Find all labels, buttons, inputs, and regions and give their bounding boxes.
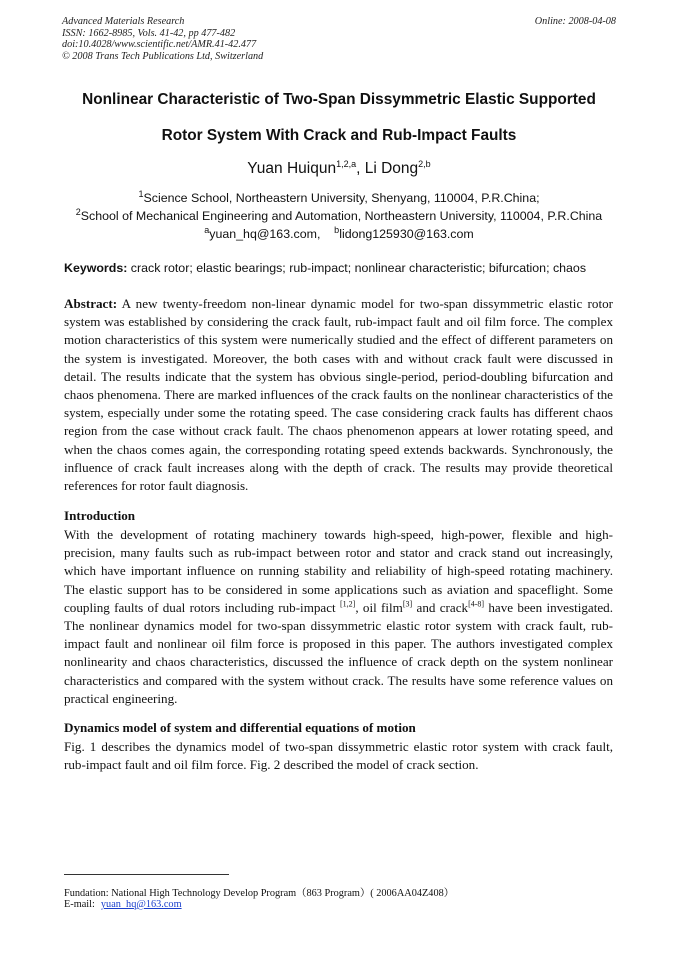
- journal-info: [62, 16, 616, 62]
- introduction-heading: Introduction: [64, 508, 136, 523]
- footnote-email: [64, 899, 182, 910]
- email-a-sup: a: [204, 225, 210, 235]
- author-1: Yuan Huiqun: [247, 160, 337, 178]
- abstract-label: Abstract:: [64, 296, 118, 311]
- keywords: [64, 261, 616, 275]
- affiliation-1-sup: 1: [138, 189, 144, 199]
- introduction-body: [64, 526, 613, 708]
- doi: doi:10.4028/www.scientific.net/AMR.41-42.477: [62, 39, 257, 50]
- author-separator: ,: [356, 160, 365, 178]
- affiliation-1-text: Science School, Northeastern University, Shenyang, 110004, P.R.China;: [143, 191, 540, 206]
- intro-text-1: With the development of rotating machinery towards high-speed, high-power, flexible and high-precision, many faults such as rub-impact between rotor and stator and crack stand out increasingly, which have important influence on running stability and reliability of high-speed rotating machinery. The elastic support has to be considered in some applications such as aviation and spaceflight. Some coupling faults of dual rotors including rub-impact: [64, 527, 613, 615]
- keywords-text: crack rotor; elastic bearings; rub-impact; nonlinear characteristic; bifurcation; chaos: [127, 261, 587, 275]
- intro-text-3: and crack: [412, 599, 469, 615]
- keywords-label: Keywords:: [64, 261, 128, 275]
- author-2: Li Dong: [364, 160, 419, 178]
- abstract-text: A new twenty-freedom non-linear dynamic model for two-span dissymmetric elastic rotor system was established by considering the crack fault, rub-impact fault and oil film force. The complex motion characteristics of this system were numerically studied and the effect of different parameters on the system is investigated. Moreover, the both cases with and without crack fault were discussed in detail. The results indicate that the system has obvious single-period, period-doubling bifurcation and chaos phenomena. There are marked influences of the crack faults on the nonlinear characteristics of the system, especially under some the rotating speed. The case considering crack faults has different chaos region from the case without crack fault. The chaos phenomenon appears at lower rotating speed, and when the chaos comes again, the corresponding rotating speed extends backwards. Synchronously, the influence of crack fault increases along with the depth of crack. The results may provide theoretical references for rotor fault diagnosis.: [64, 296, 613, 494]
- paper-title-line2: Rotor System With Crack and Rub-Impact Faults: [161, 127, 517, 144]
- affiliation-2-text: School of Mechanical Engineering and Automation, Northeastern University, 110004, P.R.China: [80, 209, 603, 224]
- footnote-divider: [64, 874, 229, 875]
- intro-text-2: , oil film: [355, 599, 403, 615]
- dynamics-heading: Dynamics model of system and differential equations of motion: [64, 720, 416, 735]
- dynamics-body: Fig. 1 describes the dynamics model of two-span dissymmetric elastic rotor system with crack fault, rub-impact fault and oil film force. Fig. 2 described the model of crack section.: [64, 739, 613, 773]
- online-date: Online: 2008-04-08: [534, 16, 616, 27]
- issn: ISSN: 1662-8985, Vols. 41-42, pp 477-482: [62, 27, 236, 39]
- email-b-sup: b: [334, 225, 340, 235]
- citation-1-2[interactable]: [1,2]: [340, 599, 356, 609]
- email-a[interactable]: yuan_hq@163.com,: [209, 227, 321, 242]
- journal-name: Advanced Materials Research: [62, 16, 185, 27]
- paper-title-line1: Nonlinear Characteristic of Two-Span Dissymmetric Elastic Supported: [82, 91, 596, 108]
- affiliation-2-sup: 2: [75, 207, 81, 217]
- citation-4-8[interactable]: [4-8]: [468, 599, 485, 609]
- footnote-funding: Fundation: National High Technology Develop Program（863 Program）( 2006AA04Z408）: [64, 888, 455, 899]
- author-emails: [0, 225, 678, 241]
- affiliation-1: [0, 189, 678, 205]
- intro-text-4: have been investigated. The nonlinear dynamics model for two-span dissymmetric elastic rotor system with crack fault, rub-impact fault and nonlinear oil film force is proposed in this paper. The authors investigated complex nonlinearity and chaos characteristics, discussed the influence of crack depth on the system nonlinear characteristics and compared with the system without crack. The results have some reference values on practical engineering.: [64, 599, 613, 706]
- email-b[interactable]: lidong125930@163.com: [339, 227, 474, 242]
- affiliation-2: [0, 207, 678, 223]
- citation-3[interactable]: [3]: [402, 599, 413, 609]
- author-list: [0, 159, 678, 178]
- footnote-email-link[interactable]: yuan_hq@163.com: [100, 899, 182, 910]
- abstract: [64, 295, 613, 495]
- page-header: [62, 16, 616, 62]
- author-2-sup: 2,b: [418, 159, 431, 169]
- copyright: © 2008 Trans Tech Publications Ltd, Switzerland: [62, 50, 264, 62]
- author-1-sup: 1,2,a: [336, 159, 357, 169]
- footnote-email-label: E-mail:: [64, 899, 95, 910]
